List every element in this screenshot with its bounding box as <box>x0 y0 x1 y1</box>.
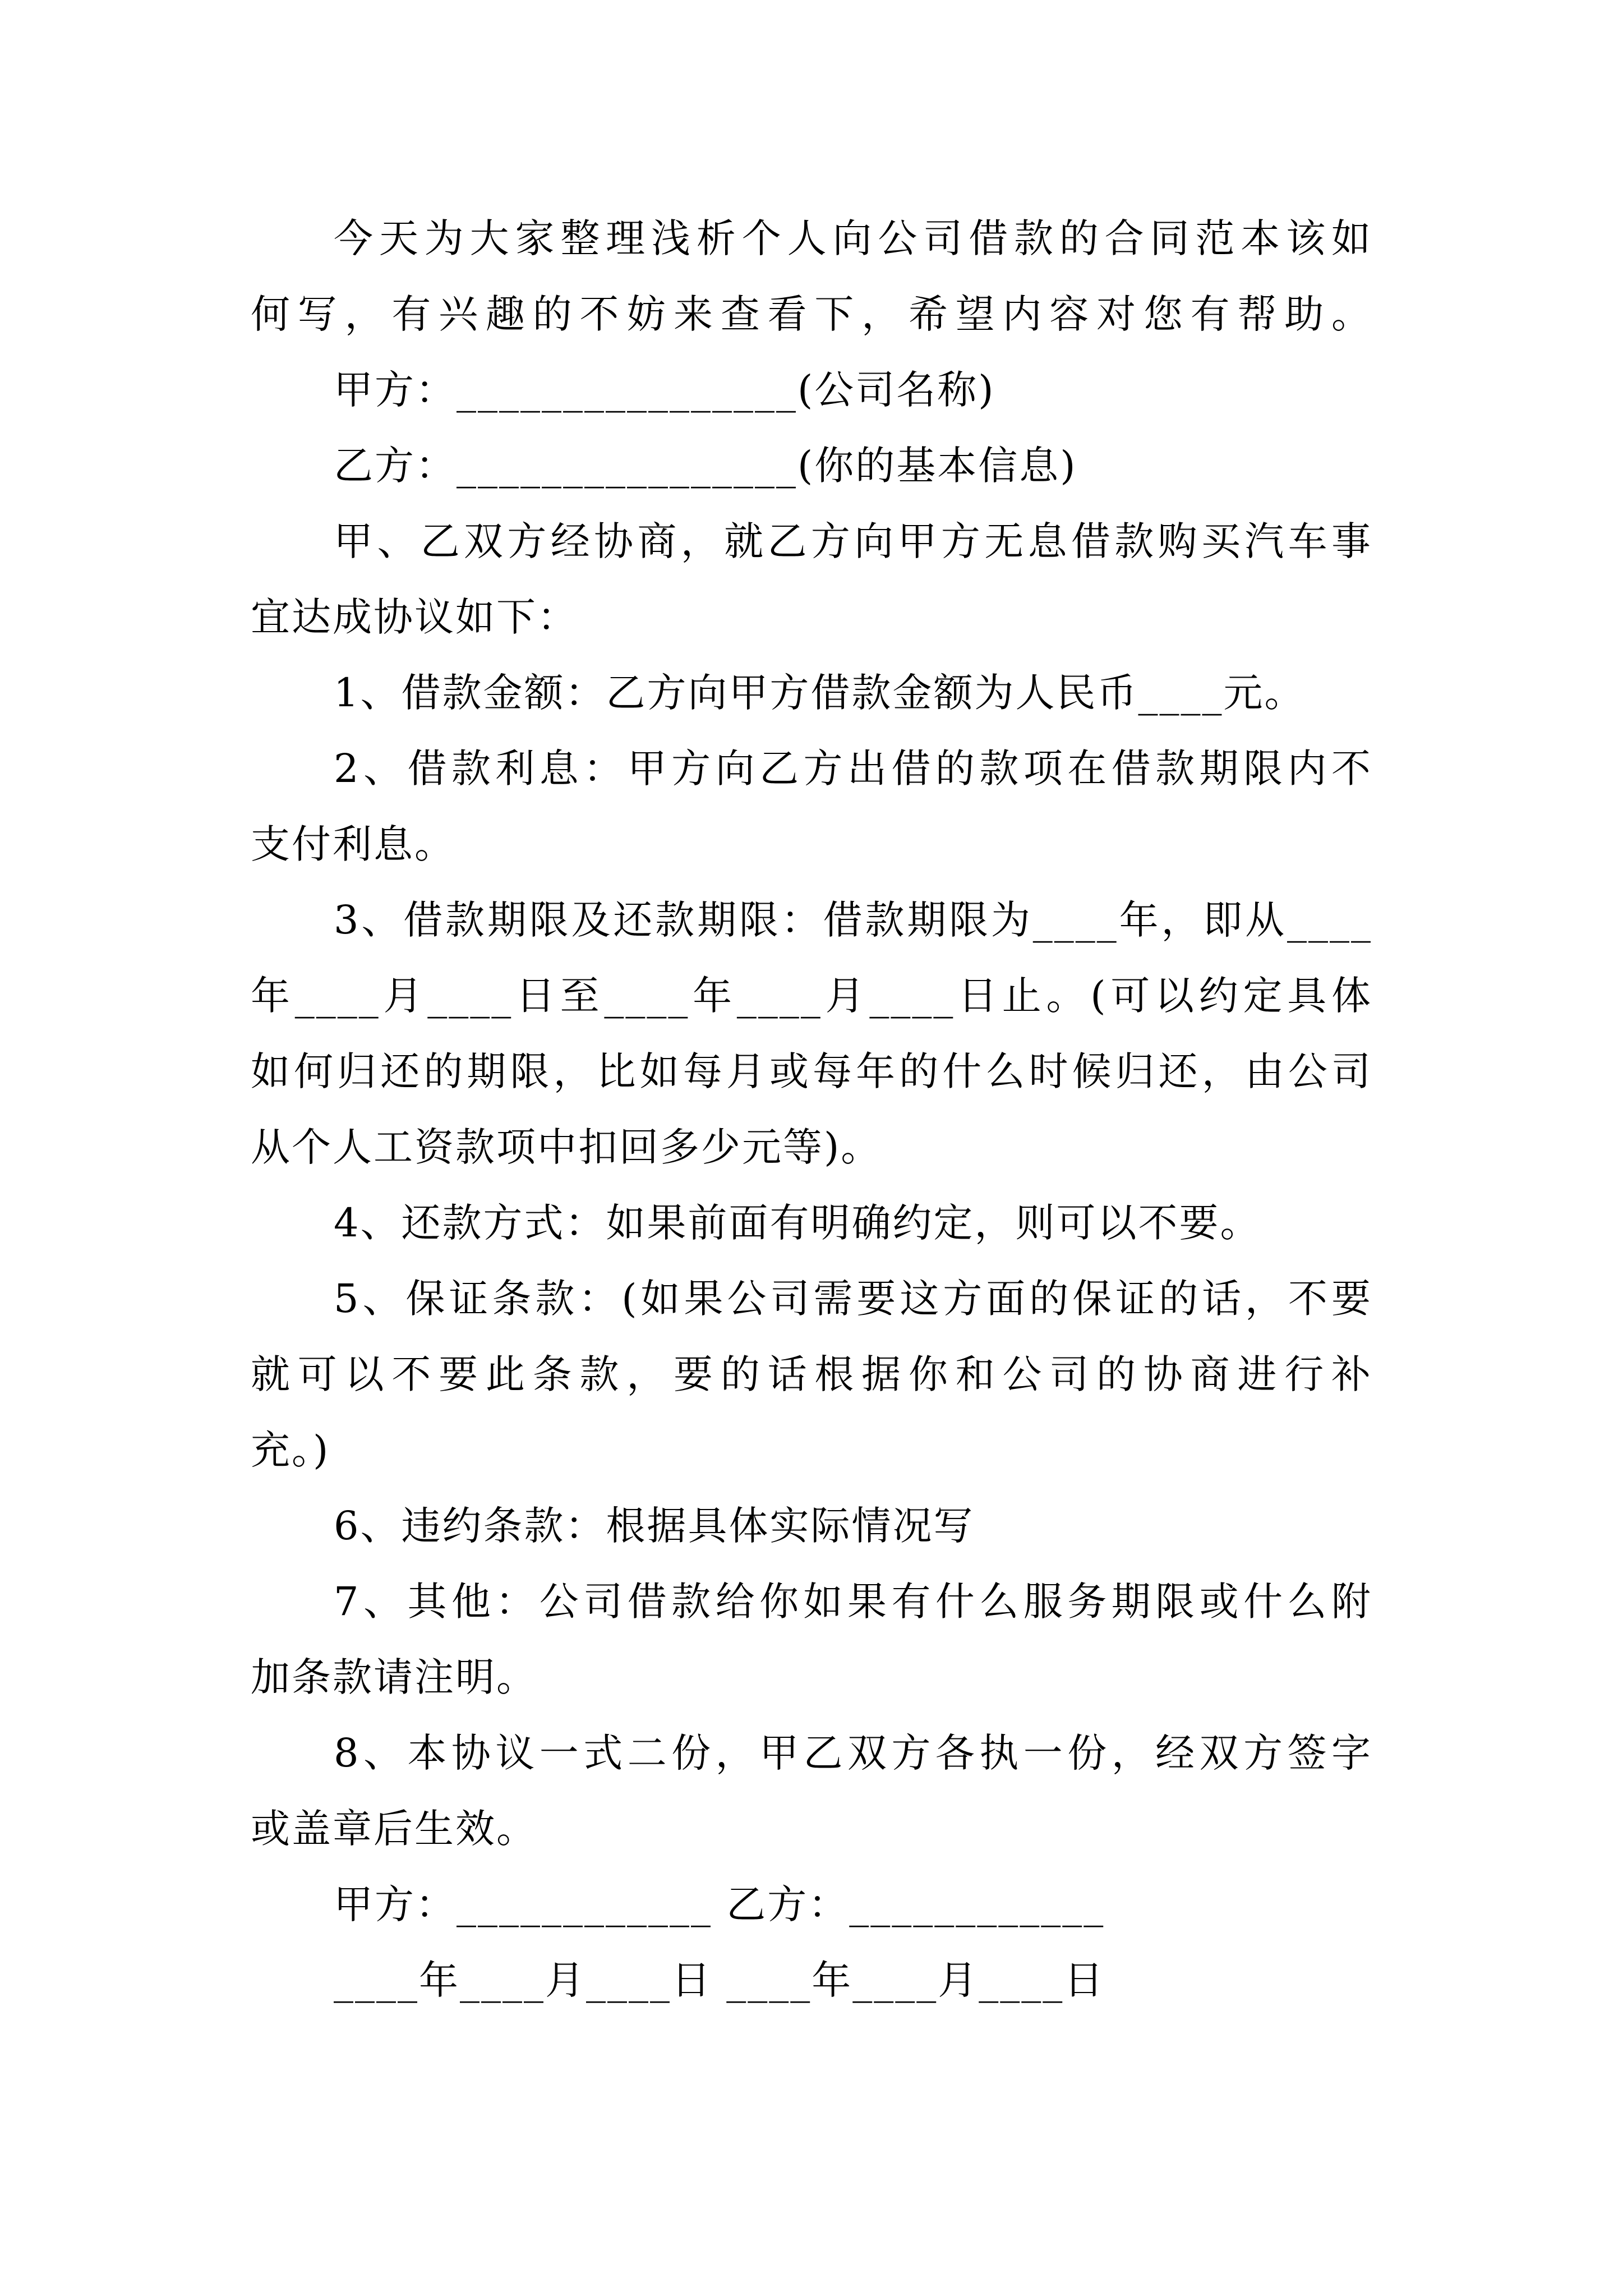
clause-1-line: 1、借款金额：乙方向甲方借款金额为人民币____元。 <box>334 670 1306 716</box>
clause-8-line-1: 8、本协议一式二份，甲乙双方各执一份，经双方签字 <box>334 1730 1372 1776</box>
clause-3-line-4: 从个人工资款项中扣回多少元等)。 <box>251 1124 882 1170</box>
clause-7-line-2: 加条款请注明。 <box>251 1654 537 1700</box>
agreement-line-2: 宜达成协议如下： <box>251 594 578 640</box>
clause-4-line: 4、还款方式：如果前面有明确约定，则可以不要。 <box>334 1200 1261 1246</box>
clause-6-line: 6、违约条款：根据具体实际情况写 <box>334 1503 975 1549</box>
clause-5-line-2: 就可以不要此条款，要的话根据你和公司的协商进行补 <box>251 1351 1372 1397</box>
clause-5-line-3: 充。) <box>251 1427 330 1473</box>
agreement-line-1: 甲、乙双方经协商，就乙方向甲方无息借款购买汽车事 <box>334 518 1372 564</box>
date-line: ____年____月____日 ____年____月____日 <box>334 1957 1105 2003</box>
party-b-line: 乙方：________________(你的基本信息) <box>334 443 1077 489</box>
clause-3-line-3: 如何归还的期限，比如每月或每年的什么时候归还，由公司 <box>251 1048 1372 1094</box>
clause-7-line-1: 7、其他：公司借款给你如果有什么服务期限或什么附 <box>334 1579 1372 1625</box>
party-a-line: 甲方：________________(公司名称) <box>334 367 995 413</box>
clause-2-line-1: 2、借款利息：甲方向乙方出借的款项在借款期限内不 <box>334 746 1372 792</box>
intro-line-1: 今天为大家整理浅析个人向公司借款的合同范本该如 <box>334 215 1372 261</box>
clause-5-line-1: 5、保证条款：(如果公司需要这方面的保证的话，不要 <box>334 1276 1372 1322</box>
signature-line: 甲方：____________ 乙方：____________ <box>334 1881 1105 1927</box>
clause-8-line-2: 或盖章后生效。 <box>251 1806 537 1852</box>
clause-2-line-2: 支付利息。 <box>251 821 455 867</box>
clause-3-line-1: 3、借款期限及还款期限：借款期限为____年，即从____ <box>334 897 1372 943</box>
clause-3-line-2: 年____月____日至____年____月____日止。(可以约定具体 <box>251 973 1372 1019</box>
intro-line-2: 何写，有兴趣的不妨来查看下，希望内容对您有帮助。 <box>251 291 1372 337</box>
